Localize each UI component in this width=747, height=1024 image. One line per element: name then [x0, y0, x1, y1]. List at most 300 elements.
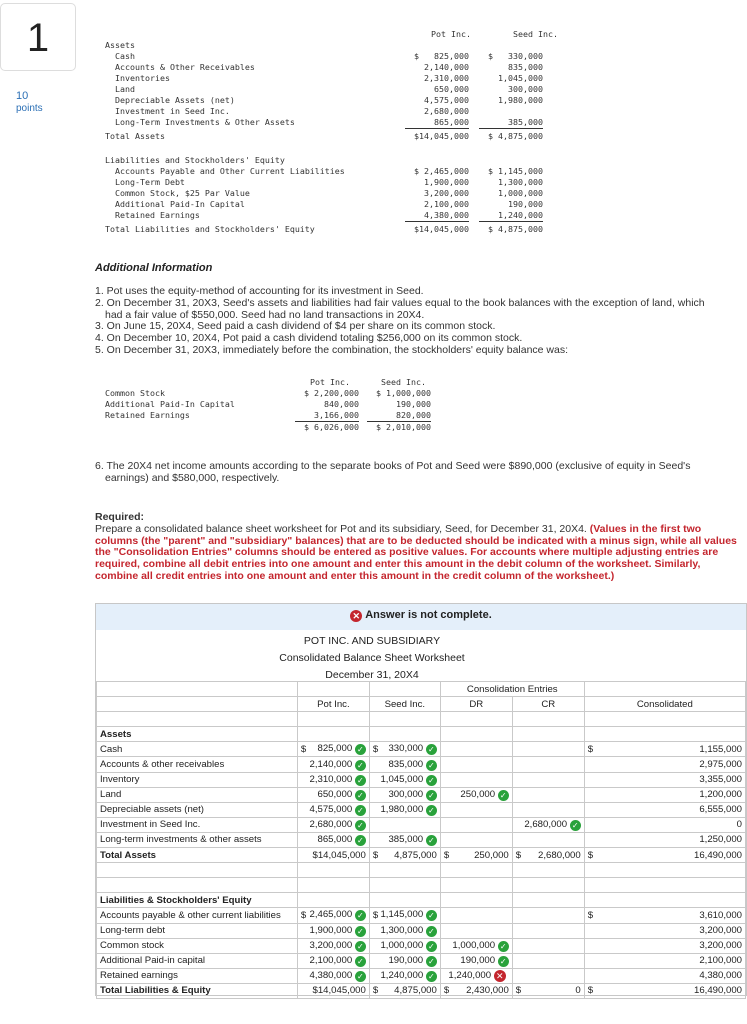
correct-check-icon: ✓ — [426, 941, 437, 952]
hdr-blank-3 — [369, 682, 440, 697]
cell-number: 2,680,000 — [538, 849, 581, 861]
info-item-1: 1. Pot uses the equity-method of accounting for its investment in Seed. — [95, 286, 424, 297]
spacer-cell — [440, 878, 512, 893]
consolidated-value — [584, 923, 745, 938]
cr-input[interactable] — [512, 757, 584, 772]
dollar-sign: $ — [372, 985, 379, 997]
cr-input[interactable] — [512, 938, 584, 953]
worksheet-row — [97, 787, 746, 802]
seed-input[interactable] — [369, 817, 440, 832]
pot-input[interactable] — [297, 817, 369, 832]
dollar-sign: $ — [515, 849, 522, 861]
financial-statements — [105, 29, 558, 239]
cell-content — [301, 925, 366, 937]
required-heading: Required: — [95, 512, 145, 523]
cell-value — [737, 819, 742, 830]
dr-input[interactable] — [440, 742, 512, 757]
fin-asset-label: Depreciable Assets (net) — [115, 95, 235, 105]
cell-number: 3,355,000 — [699, 774, 742, 786]
fin-liab-seed: 1,300,000 — [498, 177, 543, 187]
seed-input[interactable] — [369, 938, 440, 953]
spacer-cell — [369, 878, 440, 893]
total-pot — [297, 983, 369, 998]
seed-input[interactable] — [369, 908, 440, 923]
info-item-6-cont: earnings) and $580,000, respectively. — [105, 471, 280, 484]
cell-content — [301, 759, 366, 771]
cell-content — [373, 743, 437, 755]
cell-number: 825,000 — [317, 743, 353, 755]
dollar-sign: $ — [587, 743, 594, 755]
cell-content — [588, 925, 742, 936]
correct-check-icon: ✓ — [570, 820, 581, 831]
cr-input[interactable] — [512, 742, 584, 757]
total-assets-label: Total Assets — [105, 131, 165, 141]
eq-total-pot: $ 6,026,000 — [304, 422, 359, 432]
cell-content — [301, 789, 366, 801]
pot-input[interactable] — [297, 757, 369, 772]
additional-info-title: Additional Information — [95, 262, 213, 274]
total-liab-row — [97, 983, 746, 998]
fin-asset-label: Long-Term Investments & Other Assets — [115, 117, 295, 127]
account-label: Long-term debt — [97, 923, 298, 938]
info-item-6-block — [95, 461, 747, 485]
cr-input[interactable] — [512, 802, 584, 817]
dollar-sign: $ — [443, 849, 450, 861]
empty-cell — [440, 727, 512, 742]
account-label: Long-term investments & other assets — [97, 832, 298, 847]
account-label: Additional Paid-in capital — [97, 953, 298, 968]
empty-cell — [440, 893, 512, 908]
cell-number: 4,575,000 — [309, 803, 353, 815]
consolidated-value — [584, 802, 745, 817]
cell-value — [310, 940, 366, 952]
info-item-4: 4. On December 10, 20X4, Pot paid a cash dividend totaling $256,000 on its common stock. — [95, 332, 523, 345]
total-liab-pot: $14,045,000 — [414, 224, 469, 234]
fin-asset-label: Cash — [115, 51, 135, 61]
seed-input[interactable] — [369, 772, 440, 787]
cell-content — [373, 955, 437, 967]
cell-value — [380, 774, 436, 786]
cr-input[interactable] — [512, 832, 584, 847]
cell-number: 1,000,000 — [452, 939, 496, 951]
cell-value — [699, 910, 742, 921]
consolidated-value — [584, 742, 745, 757]
cell-number: 2,310,000 — [309, 773, 353, 785]
consolidated-value — [584, 908, 745, 923]
cell-value — [310, 909, 366, 921]
total-label: Total Liabilities & Equity — [97, 983, 298, 998]
pot-input[interactable] — [297, 938, 369, 953]
eq-row-label: Retained Earnings — [105, 410, 190, 420]
answer-status — [95, 609, 747, 622]
cell-number: $14,045,000 — [312, 985, 366, 997]
dollar-sign: $ — [587, 849, 594, 861]
incorrect-icon: ✕ — [494, 970, 506, 982]
cr-input[interactable] — [512, 772, 584, 787]
worksheet-row — [97, 908, 746, 923]
eq-total-seed: $ 2,010,000 — [376, 422, 431, 432]
correct-check-icon: ✓ — [498, 956, 509, 967]
total-pot — [297, 848, 369, 863]
eq-row-pot: $ 2,200,000 — [304, 388, 359, 398]
dr-input[interactable] — [440, 968, 512, 983]
col-header-seed: Seed Inc. — [513, 29, 558, 39]
worksheet-row — [97, 817, 746, 832]
hdr-blank — [97, 682, 298, 697]
seed-input[interactable] — [369, 787, 440, 802]
spacer-cell — [440, 712, 512, 727]
correct-check-icon: ✓ — [355, 775, 366, 786]
cell-value — [310, 759, 366, 771]
cell-content — [516, 985, 581, 996]
fin-liab-pot: 3,200,000 — [424, 188, 469, 198]
cell-number: 650,000 — [317, 788, 353, 800]
ws-liab-heading-row — [97, 893, 746, 908]
seed-input[interactable] — [369, 968, 440, 983]
empty-cell — [297, 727, 369, 742]
consolidated-value — [584, 953, 745, 968]
cell-number: 4,875,000 — [394, 985, 437, 997]
hdr-cr: CR — [512, 697, 584, 712]
worksheet-row — [97, 968, 746, 983]
cell-value — [388, 834, 436, 846]
fin-liab-label: Accounts Payable and Other Current Liabilities — [115, 166, 345, 176]
fin-asset-seed: 300,000 — [508, 84, 543, 94]
cell-number: 1,250,000 — [699, 834, 742, 846]
cell-value — [380, 940, 436, 952]
cell-number: 1,045,000 — [380, 773, 424, 785]
cell-number: 4,875,000 — [394, 849, 437, 861]
cell-value — [388, 955, 436, 967]
cell-number: 1,900,000 — [309, 924, 353, 936]
cell-value — [310, 819, 366, 831]
correct-check-icon: ✓ — [498, 941, 509, 952]
dr-input[interactable] — [440, 923, 512, 938]
fin-liab-pot: 1,900,000 — [424, 177, 469, 187]
hdr-seed: Seed Inc. — [369, 697, 440, 712]
cell-number: 1,300,000 — [380, 924, 424, 936]
cell-number: $14,045,000 — [312, 849, 366, 861]
cell-value — [380, 804, 436, 816]
info-item-6: 6. The 20X4 net income amounts according to the separate books of Pot and Seed were $890,000 (exclusive of equity in Seed's — [95, 460, 691, 472]
cell-number: 2,465,000 — [309, 909, 353, 921]
seed-input[interactable] — [369, 802, 440, 817]
spacer-cell — [297, 878, 369, 893]
hdr-account — [97, 697, 298, 712]
fin-liab-pot: 4,380,000 — [405, 210, 469, 222]
cell-value — [699, 774, 742, 785]
worksheet-row — [97, 802, 746, 817]
correct-check-icon: ✓ — [355, 971, 366, 982]
cell-content — [588, 850, 742, 861]
cell-number: 3,200,000 — [309, 939, 353, 951]
cr-input[interactable] — [512, 908, 584, 923]
cell-number: 4,380,000 — [699, 970, 742, 982]
empty-cell — [584, 893, 745, 908]
required-note-1: (Values in the first two — [589, 522, 702, 535]
correct-check-icon: ✓ — [426, 910, 437, 921]
info-item-3: 3. On June 15, 20X4, Seed paid a cash dividend of $4 per share on its common stock. — [95, 320, 496, 333]
worksheet-row — [97, 923, 746, 938]
cell-number: 2,100,000 — [309, 954, 353, 966]
account-label: Common stock — [97, 938, 298, 953]
pot-input[interactable] — [297, 742, 369, 757]
fin-liab-seed: 1,000,000 — [498, 188, 543, 198]
cell-content — [373, 850, 437, 861]
hdr-consolidation-entries: Consolidation Entries — [440, 682, 584, 697]
answer-status-text: Answer is not complete. — [365, 609, 492, 621]
cell-content — [301, 940, 366, 952]
spacer-cell — [584, 863, 745, 878]
pot-input[interactable] — [297, 802, 369, 817]
required-note-3: the "Consolidation Entries" columns should be entered as positive values. For accounts where multiple adjusting entries are — [95, 546, 719, 559]
seed-input[interactable] — [369, 757, 440, 772]
cell-value — [388, 743, 436, 755]
correct-check-icon: ✓ — [355, 941, 366, 952]
cell-number: 1,240,000 — [448, 969, 492, 981]
cell-content — [373, 789, 437, 801]
cell-content — [373, 909, 437, 921]
dr-input[interactable] — [440, 832, 512, 847]
correct-check-icon: ✓ — [426, 926, 437, 937]
equity-table — [105, 377, 445, 437]
cell-content — [301, 834, 366, 846]
correct-check-icon: ✓ — [355, 790, 366, 801]
dr-input[interactable] — [440, 772, 512, 787]
cell-number: 190,000 — [460, 954, 496, 966]
liab-heading: Liabilities and Stockholders' Equity — [105, 155, 285, 165]
spacer-cell — [584, 878, 745, 893]
total-cr — [512, 983, 584, 998]
cell-number: 835,000 — [388, 758, 424, 770]
cell-content — [301, 804, 366, 816]
hdr-blank-4 — [584, 682, 745, 697]
eq-row-seed: $ 1,000,000 — [376, 388, 431, 398]
dollar-sign: $ — [587, 909, 594, 921]
total-cons — [584, 848, 745, 863]
cell-value — [310, 925, 366, 937]
cell-content — [444, 985, 509, 996]
correct-check-icon: ✓ — [355, 744, 366, 755]
pot-input[interactable] — [297, 787, 369, 802]
correct-check-icon: ✓ — [355, 956, 366, 967]
cell-content — [373, 834, 437, 846]
cell-number: 6,555,000 — [699, 804, 742, 816]
ws-assets-heading: Assets — [97, 727, 298, 742]
seed-input[interactable] — [369, 923, 440, 938]
seed-input[interactable] — [369, 953, 440, 968]
cell-number: 1,240,000 — [380, 969, 424, 981]
fin-asset-label: Land — [115, 84, 135, 94]
empty-cell — [512, 727, 584, 742]
cell-value — [380, 970, 436, 982]
spacer-row — [97, 712, 746, 727]
dollar-sign: $ — [515, 985, 522, 997]
cell-value — [699, 925, 742, 936]
worksheet-grid — [96, 681, 746, 999]
fin-liab-label: Long-Term Debt — [115, 177, 185, 187]
fin-liab-label: Additional Paid-In Capital — [115, 199, 245, 209]
total-assets-seed: $ 4,875,000 — [488, 131, 543, 141]
cell-value — [699, 789, 742, 800]
account-label: Land — [97, 787, 298, 802]
cr-input[interactable] — [512, 787, 584, 802]
dr-input[interactable] — [440, 757, 512, 772]
cr-input[interactable] — [512, 923, 584, 938]
cell-value — [448, 970, 508, 982]
fin-asset-seed: 1,980,000 — [498, 95, 543, 105]
worksheet-title: POT INC. AND SUBSIDIARY — [303, 635, 441, 647]
assets-heading: Assets — [105, 40, 135, 50]
cell-number: 250,000 — [460, 788, 496, 800]
pot-input[interactable] — [297, 772, 369, 787]
seed-input[interactable] — [369, 742, 440, 757]
consolidated-value — [584, 968, 745, 983]
worksheet-row — [97, 757, 746, 772]
cell-content — [588, 819, 742, 830]
account-label: Cash — [97, 742, 298, 757]
seed-input[interactable] — [369, 832, 440, 847]
dollar-sign: $ — [300, 909, 307, 921]
pot-input[interactable] — [297, 832, 369, 847]
fin-asset-pot: 650,000 — [434, 84, 469, 94]
empty-cell — [369, 893, 440, 908]
spacer-cell — [297, 863, 369, 878]
cell-content — [444, 850, 509, 861]
cell-number: 16,490,000 — [693, 985, 742, 997]
fin-liab-seed: $ 1,145,000 — [488, 166, 543, 176]
cell-value — [310, 804, 366, 816]
empty-cell — [512, 893, 584, 908]
cell-value — [388, 789, 436, 801]
cell-value — [380, 925, 436, 937]
cell-number: 865,000 — [317, 833, 353, 845]
cell-value — [699, 804, 742, 815]
cell-content — [301, 819, 366, 831]
cell-content — [588, 940, 742, 951]
correct-check-icon: ✓ — [355, 835, 366, 846]
cell-number: 4,380,000 — [309, 969, 353, 981]
worksheet-row — [97, 832, 746, 847]
fin-asset-pot: $ 825,000 — [414, 51, 469, 61]
cell-content — [588, 774, 742, 785]
account-label: Inventory — [97, 772, 298, 787]
fin-asset-seed: 835,000 — [508, 62, 543, 72]
fin-liab-pot: 2,100,000 — [424, 199, 469, 209]
correct-check-icon: ✓ — [355, 760, 366, 771]
spacer-cell — [584, 712, 745, 727]
cell-value — [318, 743, 366, 755]
cell-content — [373, 759, 437, 771]
dr-input[interactable] — [440, 938, 512, 953]
info-item-2-cont: had a fair value of $550,000. Seed had no land transactions in 20X4. — [105, 308, 425, 321]
cell-content — [588, 744, 742, 755]
fin-asset-seed: 1,045,000 — [498, 73, 543, 83]
cell-number: 1,155,000 — [699, 743, 742, 755]
spacer-cell — [369, 863, 440, 878]
cell-value — [699, 940, 742, 951]
fin-asset-seed: $ 330,000 — [488, 51, 543, 61]
cell-value — [318, 789, 366, 801]
dollar-sign: $ — [300, 743, 307, 755]
fin-asset-pot: 2,680,000 — [424, 106, 469, 116]
empty-cell — [297, 893, 369, 908]
cell-content — [588, 910, 742, 921]
incorrect-icon: ✕ — [350, 610, 362, 622]
fin-asset-label: Accounts & Other Receivables — [115, 62, 255, 72]
cr-input[interactable] — [512, 953, 584, 968]
dr-input[interactable] — [440, 953, 512, 968]
dr-input[interactable] — [440, 908, 512, 923]
account-label: Accounts & other receivables — [97, 757, 298, 772]
pot-input[interactable] — [297, 923, 369, 938]
account-label: Accounts payable & other current liabilities — [97, 908, 298, 923]
account-label: Retained earnings — [97, 968, 298, 983]
correct-check-icon: ✓ — [426, 835, 437, 846]
cell-content — [588, 804, 742, 815]
spacer-cell — [369, 712, 440, 727]
required-note-5: combine all credit entries into one amount and enter this amount in the credit column of the worksheet.) — [95, 569, 615, 582]
fin-liab-label: Common Stock, $25 Par Value — [115, 188, 250, 198]
total-liab-label: Total Liabilities and Stockholders' Equity — [105, 224, 315, 234]
total-label: Total Assets — [97, 848, 298, 863]
spacer-cell — [512, 712, 584, 727]
required-text: Prepare a consolidated balance sheet worksheet for Pot and its subsidiary, Seed, for December 31, 20X4. — [95, 522, 590, 535]
info-item-2: 2. On December 31, 20X3, Seed's assets and liabilities had fair values equal to the book balances with the exception of land, which — [95, 296, 705, 309]
cell-number: 2,430,000 — [466, 985, 509, 997]
consolidated-value — [584, 938, 745, 953]
correct-check-icon: ✓ — [426, 971, 437, 982]
spacer-cell — [97, 712, 298, 727]
empty-cell — [584, 727, 745, 742]
total-assets-row — [97, 848, 746, 863]
dollar-sign: $ — [372, 743, 379, 755]
worksheet-row — [97, 742, 746, 757]
pot-input[interactable] — [297, 908, 369, 923]
dr-input[interactable] — [440, 817, 512, 832]
correct-check-icon: ✓ — [426, 760, 437, 771]
pot-input[interactable] — [297, 953, 369, 968]
cell-content — [588, 759, 742, 770]
cell-value — [699, 970, 742, 981]
worksheet-date: December 31, 20X4 — [325, 669, 419, 681]
fin-asset-pot: 2,140,000 — [424, 62, 469, 72]
spacer-cell — [97, 878, 298, 893]
fin-liab-label: Retained Earnings — [115, 210, 200, 220]
cell-content — [301, 774, 366, 786]
eq-row-pot: 840,000 — [324, 399, 359, 409]
dr-input[interactable] — [440, 802, 512, 817]
spacer-cell — [297, 712, 369, 727]
cell-number: 2,680,000 — [309, 818, 353, 830]
cell-value — [380, 909, 436, 921]
cell-value — [388, 759, 436, 771]
cell-number: 2,100,000 — [699, 955, 742, 967]
dr-input[interactable] — [440, 787, 512, 802]
pot-input[interactable] — [297, 968, 369, 983]
cr-input[interactable] — [512, 817, 584, 832]
spacer-row — [97, 878, 746, 893]
total-seed — [369, 983, 440, 998]
total-assets-pot: $14,045,000 — [414, 131, 469, 141]
info-item-5: 5. On December 31, 20X3, immediately before the combination, the stockholders' equity balance was: — [95, 343, 569, 356]
cell-number: 2,680,000 — [524, 818, 568, 830]
additional-info-list — [95, 286, 747, 357]
cell-number: 3,200,000 — [699, 925, 742, 937]
cell-number: 0 — [736, 819, 742, 831]
cr-input[interactable] — [512, 968, 584, 983]
spacer-cell — [440, 863, 512, 878]
